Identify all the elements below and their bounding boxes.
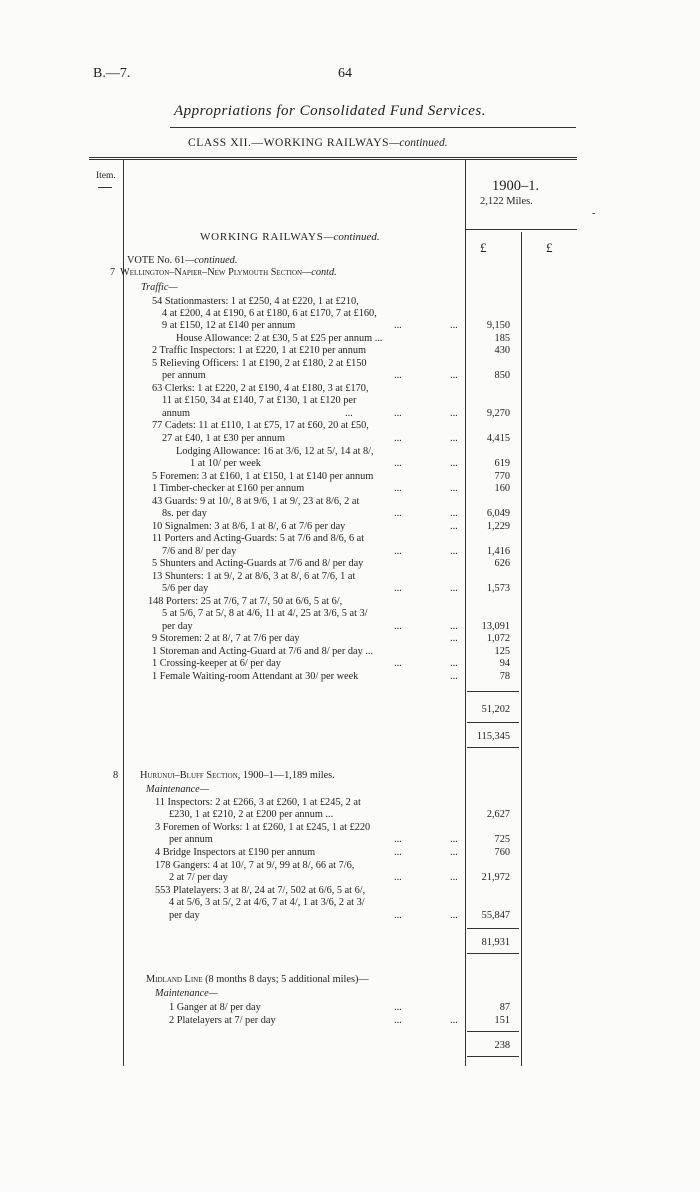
leader-dots: ... (450, 910, 458, 921)
amount: 9,150 (486, 320, 510, 331)
margin-tick: - (592, 208, 596, 219)
leader-dots: ... (394, 621, 402, 632)
amount: 13,091 (481, 621, 510, 632)
item-8-line: 2 at 7/ per day (169, 872, 228, 883)
leader-dots: ... (450, 320, 458, 331)
leader-dots: ... (394, 658, 402, 669)
item-7-line: 9 Storemen: 2 at 8/, 7 at 7/6 per day (152, 633, 300, 644)
leader-dots: ... (450, 483, 458, 494)
item-header-underline (98, 187, 112, 188)
midland-subhead: Maintenance— (155, 988, 218, 999)
leader-dots: ... (394, 458, 402, 469)
amount: 1,573 (486, 583, 510, 594)
leader-dots: ... (450, 658, 458, 669)
leader-dots: ... (394, 1015, 402, 1026)
appropriations-title: Appropriations for Consolidated Fund Services. (174, 103, 487, 119)
item-8-line: 11 Inspectors: 2 at £266, 3 at £260, 1 at £245, 2 at (155, 797, 361, 808)
item-8-line: 4 at 5/6, 3 at 5/, 2 at 4/6, 7 at 4/, 1 at 3/6, 2 at 3/ (169, 897, 365, 908)
leader-dots: ... (394, 483, 402, 494)
leader-dots: ... (345, 408, 353, 419)
item-7-title: Wellington–Napier–New Plymouth Section—contd. (120, 267, 337, 278)
total-rule (467, 747, 519, 748)
leader-dots: ... (450, 546, 458, 557)
document-reference: B.—7. (93, 66, 131, 81)
amount: 160 (494, 483, 510, 494)
amount: 619 (494, 458, 510, 469)
amount: 9,270 (486, 408, 510, 419)
subtotal-rule (467, 722, 519, 723)
table-top-rule (89, 157, 577, 158)
item-7-line: 43 Guards: 9 at 10/, 8 at 9/6, 1 at 9/, 23 at 8/6, 2 at (152, 496, 360, 507)
leader-dots: ... (394, 847, 402, 858)
header-rule (170, 127, 576, 128)
item-7-line: 5 Foremen: 3 at £160, 1 at £150, 1 at £140 per annum (152, 471, 374, 482)
class-heading: CLASS XII.—WORKING RAILWAYS—continued. (188, 137, 448, 149)
amount: 430 (494, 345, 510, 356)
pound-symbol-2: £ (546, 240, 553, 255)
item-7-line: per annum (162, 370, 206, 381)
leader-dots: ... (394, 408, 402, 419)
item-7-total: 115,345 (476, 731, 510, 742)
midland-line: 2 Platelayers at 7/ per day (169, 1015, 276, 1026)
item-8-line: £230, 1 at £210, 2 at £200 per annum ... (169, 809, 334, 820)
item-7-line: 5 Shunters and Acting-Guards at 7/6 and 8/ per day (152, 558, 364, 569)
item-7-line: House Allowance: 2 at £30, 5 at £25 per annum ... (176, 333, 383, 344)
midland-title: Midland Line (8 months 8 days; 5 additional miles)— (146, 974, 369, 985)
leader-dots: ... (450, 583, 458, 594)
item-8-line: 553 Platelayers: 3 at 8/, 24 at 7/, 502 at 6/6, 5 at 6/, (155, 885, 366, 896)
page-number: 64 (338, 66, 352, 81)
amount: 151 (494, 1015, 510, 1026)
item-7-line: 27 at £40, 1 at £30 per annum (162, 433, 285, 444)
leader-dots: ... (450, 408, 458, 419)
item-column-header: Item. (96, 171, 116, 181)
item-7-line: 54 Stationmasters: 1 at £250, 4 at £220, 1 at £210, (152, 296, 359, 307)
leader-dots: ... (450, 872, 458, 883)
year-header-rule (465, 229, 577, 230)
item-7-line: 13 Shunters: 1 at 9/, 2 at 8/6, 3 at 8/, 6 at 7/6, 1 at (152, 571, 356, 582)
item-7-line: 9 at £150, 12 at £140 per annum (162, 320, 296, 331)
amount: 6,049 (486, 508, 510, 519)
item-7-subtotal: 51,202 (481, 704, 510, 715)
midland-total: 238 (494, 1040, 510, 1051)
item-7-line: 77 Cadets: 11 at £110, 1 at £75, 17 at £60, 20 at £50, (152, 420, 369, 431)
amount: 94 (499, 658, 510, 669)
item-7-line: 1 Crossing-keeper at 6/ per day (152, 658, 281, 669)
leader-dots: ... (394, 508, 402, 519)
leader-dots: ... (394, 433, 402, 444)
leader-dots: ... (394, 834, 402, 845)
leader-dots: ... (450, 847, 458, 858)
item-7-line: 2 Traffic Inspectors: 1 at £220, 1 at £210 per annum (152, 345, 367, 356)
amount: 850 (494, 370, 510, 381)
item-7-line: 1 Female Waiting-room Attendant at 30/ per week (152, 671, 359, 682)
midland-line: 1 Ganger at 8/ per day (169, 1002, 261, 1013)
item-8-line: 3 Foremen of Works: 1 at £260, 1 at £245, 1 at £220 (155, 822, 371, 833)
leader-dots: ... (450, 433, 458, 444)
leader-dots: ... (394, 1002, 402, 1013)
item-7-line: 63 Clerks: 1 at £220, 2 at £190, 4 at £180, 3 at £170, (152, 383, 369, 394)
item-7-subhead: Traffic— (141, 282, 178, 293)
amount: 760 (494, 847, 510, 858)
amount: 725 (494, 834, 510, 845)
amount: 1,416 (486, 546, 510, 557)
leader-dots: ... (450, 508, 458, 519)
item-7-line: 5/6 per day (162, 583, 209, 594)
item-7-line: 8s. per day (162, 508, 207, 519)
subtotal-rule (467, 691, 519, 692)
item-7-number: 7 (110, 267, 116, 278)
amount: 78 (499, 671, 510, 682)
item-8-line: 4 Bridge Inspectors at £190 per annum (155, 847, 316, 858)
leader-dots: ... (394, 583, 402, 594)
leader-dots: ... (394, 320, 402, 331)
amount-inner-divider (521, 232, 522, 1066)
leader-dots: ... (394, 910, 402, 921)
item-7-line: 11 at £150, 34 at £140, 7 at £130, 1 at £120 per (162, 395, 357, 406)
item-8-line: 178 Gangers: 4 at 10/, 7 at 9/, 99 at 8/, 66 at 7/6, (155, 860, 355, 871)
subtotal-rule (467, 928, 519, 929)
item-7-line: 10 Signalmen: 3 at 8/6, 1 at 8/, 6 at 7/6 per day (152, 521, 346, 532)
amount: 770 (494, 471, 510, 482)
leader-dots: ... (394, 872, 402, 883)
item-7-line: 1 Timber-checker at £160 per annum (152, 483, 305, 494)
amount: 626 (494, 558, 510, 569)
item-7-line: 1 Storeman and Acting-Guard at 7/6 and 8/ per day ... (152, 646, 374, 657)
amount: 185 (494, 333, 510, 344)
item-7-line: 7/6 and 8/ per day (162, 546, 237, 557)
amount: 1,229 (486, 521, 510, 532)
leader-dots: ... (394, 546, 402, 557)
table-top-rule-2 (89, 159, 577, 160)
amount: 2,627 (486, 809, 510, 820)
item-8-line: per annum (169, 834, 213, 845)
section-title: WORKING RAILWAYS—continued. (200, 231, 380, 243)
pound-symbol-1: £ (480, 240, 487, 255)
item-column-divider (123, 160, 124, 1066)
year-header: 1900–1. (492, 178, 540, 194)
item-7-line: 5 at 5/6, 7 at 5/, 8 at 4/6, 11 at 4/, 25 at 3/6, 5 at 3/ (162, 608, 368, 619)
item-7-line: 4 at £200, 4 at £190, 6 at £180, 6 at £170, 7 at £160, (162, 308, 377, 319)
item-7-line: 5 Relieving Officers: 1 at £190, 2 at £180, 2 at £150 (152, 358, 367, 369)
miles-header: 2,122 Miles. (480, 196, 533, 207)
amount: 87 (499, 1002, 510, 1013)
item-7-line: 11 Porters and Acting-Guards: 5 at 7/6 and 8/6, 6 at (152, 533, 365, 544)
leader-dots: ... (450, 621, 458, 632)
leader-dots: ... (450, 521, 458, 532)
amount: 4,415 (486, 433, 510, 444)
leader-dots: ... (450, 458, 458, 469)
leader-dots: ... (450, 834, 458, 845)
amount: 125 (494, 646, 510, 657)
item-7-line: per day (162, 621, 193, 632)
leader-dots: ... (450, 1015, 458, 1026)
leader-dots: ... (450, 370, 458, 381)
amount-column-divider (465, 160, 466, 1066)
item-8-title: Hurunui–Bluff Section, 1900–1—1,189 miles. (140, 770, 335, 781)
leader-dots: ... (450, 633, 458, 644)
total-rule (467, 1056, 519, 1057)
item-7-line: 148 Porters: 25 at 7/6, 7 at 7/, 50 at 6/6, 5 at 6/, (148, 596, 343, 607)
item-8-line: per day (169, 910, 200, 921)
item-7-line: annum (162, 408, 191, 419)
item-8-subhead: Maintenance— (146, 784, 209, 795)
subtotal-rule (467, 1031, 519, 1032)
amount: 21,972 (481, 872, 510, 883)
item-8-number: 8 (113, 770, 119, 781)
amount: 1,072 (486, 633, 510, 644)
total-rule (467, 953, 519, 954)
amount: 55,847 (481, 910, 510, 921)
leader-dots: ... (450, 671, 458, 682)
vote-heading: VOTE No. 61—continued. (127, 255, 238, 266)
item-8-total: 81,931 (481, 937, 510, 948)
item-7-line: 1 at 10/ per week (190, 458, 261, 469)
item-7-line: Lodging Allowance: 16 at 3/6, 12 at 5/, 14 at 8/, (176, 446, 374, 457)
leader-dots: ... (394, 370, 402, 381)
